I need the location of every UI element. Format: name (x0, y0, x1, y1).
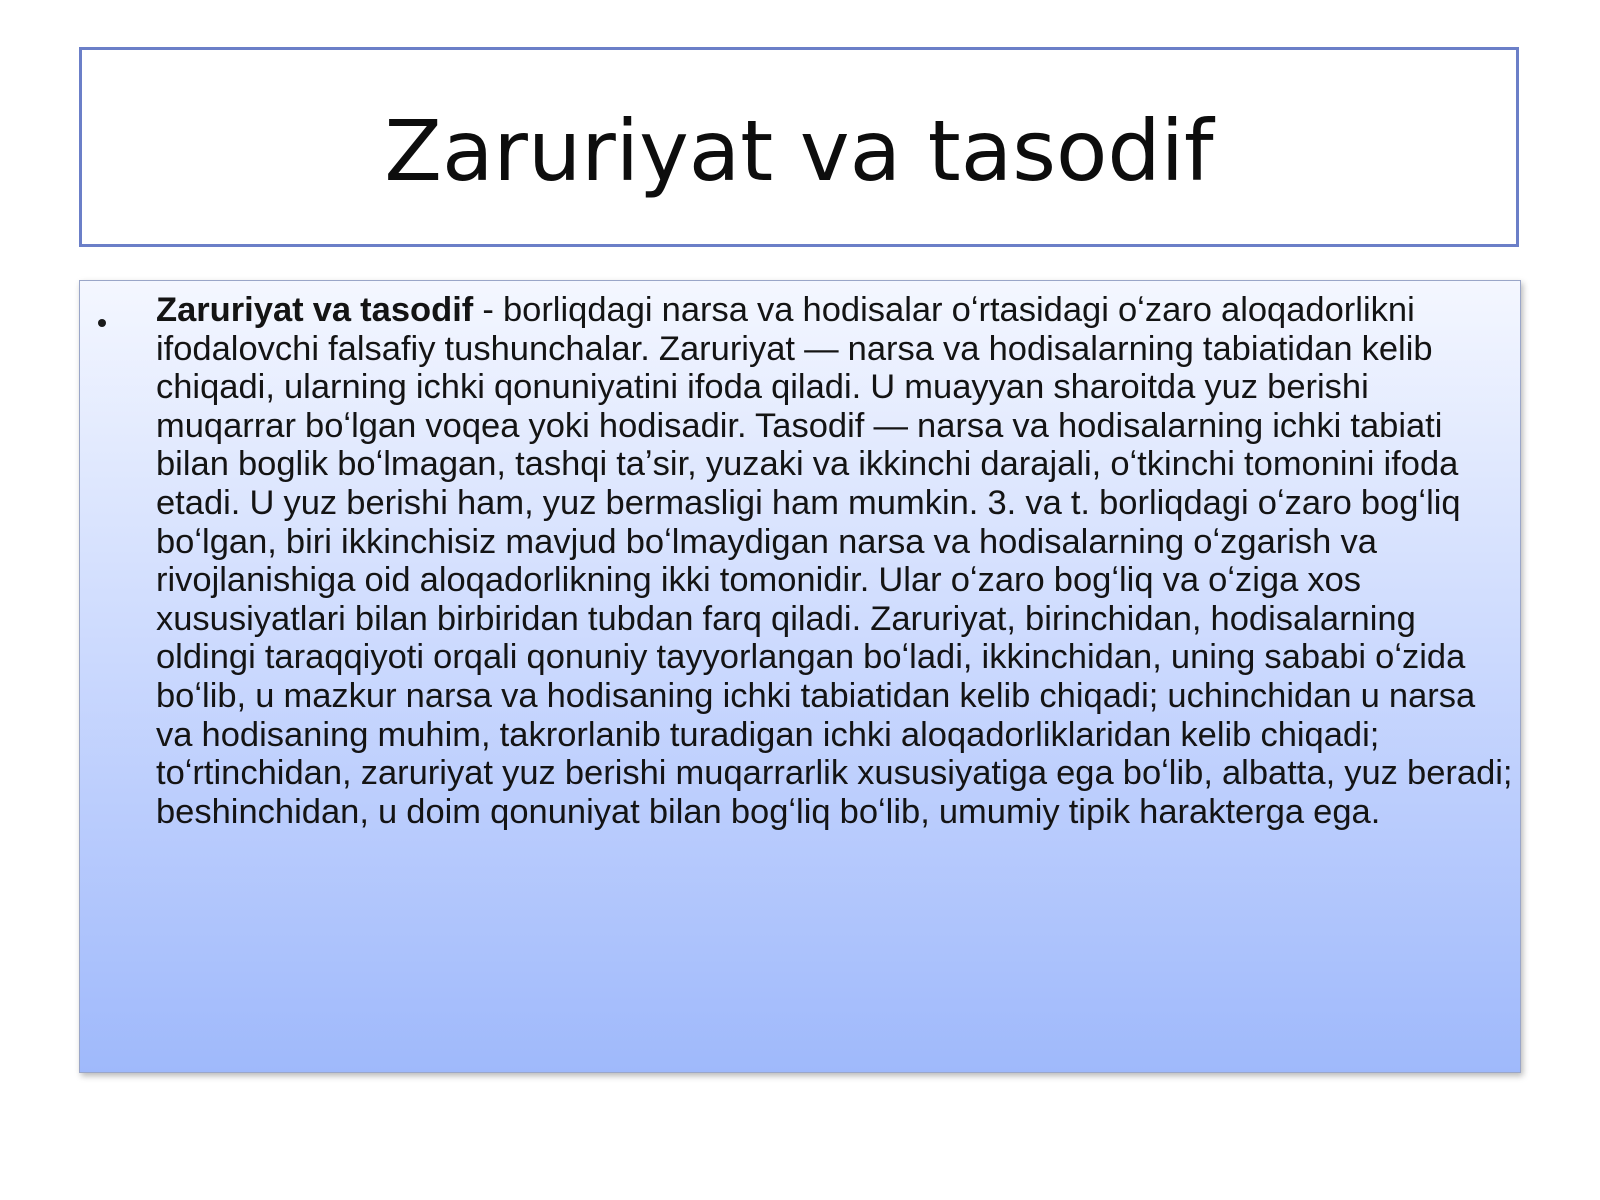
content-placeholder (79, 280, 1521, 1073)
bullet-term: Zaruriyat va tasodif (156, 291, 474, 329)
slide-title: Zaruriyat va tasodif (384, 102, 1214, 200)
bullet-body: - borliqdagi narsa va hodisalar oʻrtasidagi oʻzaro aloqadorlikni ifodalovchi falsafiy tushunchalar. Zaruriyat — narsa va hodisalarning tabiatidan kelib chiqadi, ularning ichki qonuniyatini ifoda qiladi. U muayyan sharoitda yuz berishi muqarrar boʻlgan voqea yoki hodisadir. Tasodif — narsa va hodisalarning ichki tabiati bilan boglik boʻlmagan, tashqi taʼsir, yuzaki va ikkinchi darajali, oʻtkinchi tomonini ifoda etadi. U yuz berishi ham, yuz bermasligi ham mumkin. 3. va t. borliqdagi oʻzaro bogʻliq boʻlgan, biri ikkinchisiz mavjud boʻlmaydigan narsa va hodisalarning oʻzgarish va rivojlanishiga oid aloqadorlikning ikki tomonidir. Ular oʻzaro bogʻliq va oʻziga xos xususiyatlari bilan birbiridan tubdan farq qiladi. Zaruriyat, birinchidan, hodisalarning oldingi taraqqiyoti orqali qonuniy tayyorlangan boʻladi, ikkinchidan, uning sababi oʻzida boʻlib, u mazkur narsa va hodisaning ichki tabiatidan kelib chiqadi; uchinchidan u narsa va hodisaning muhim, takrorlanib turadigan ichki aloqadorliklaridan kelib chiqadi; toʻrtinchidan, zaruriyat yuz berishi muqarrarlik xususiyatiga ega boʻlib, albatta, yuz beradi; beshinchidan, u doim qonuniyat bilan bogʻliq boʻlib, umumiy tipik harakterga ega. (156, 291, 1513, 831)
bullet-icon (98, 319, 106, 327)
bullet-paragraph (156, 291, 1516, 831)
title-placeholder (79, 47, 1519, 247)
